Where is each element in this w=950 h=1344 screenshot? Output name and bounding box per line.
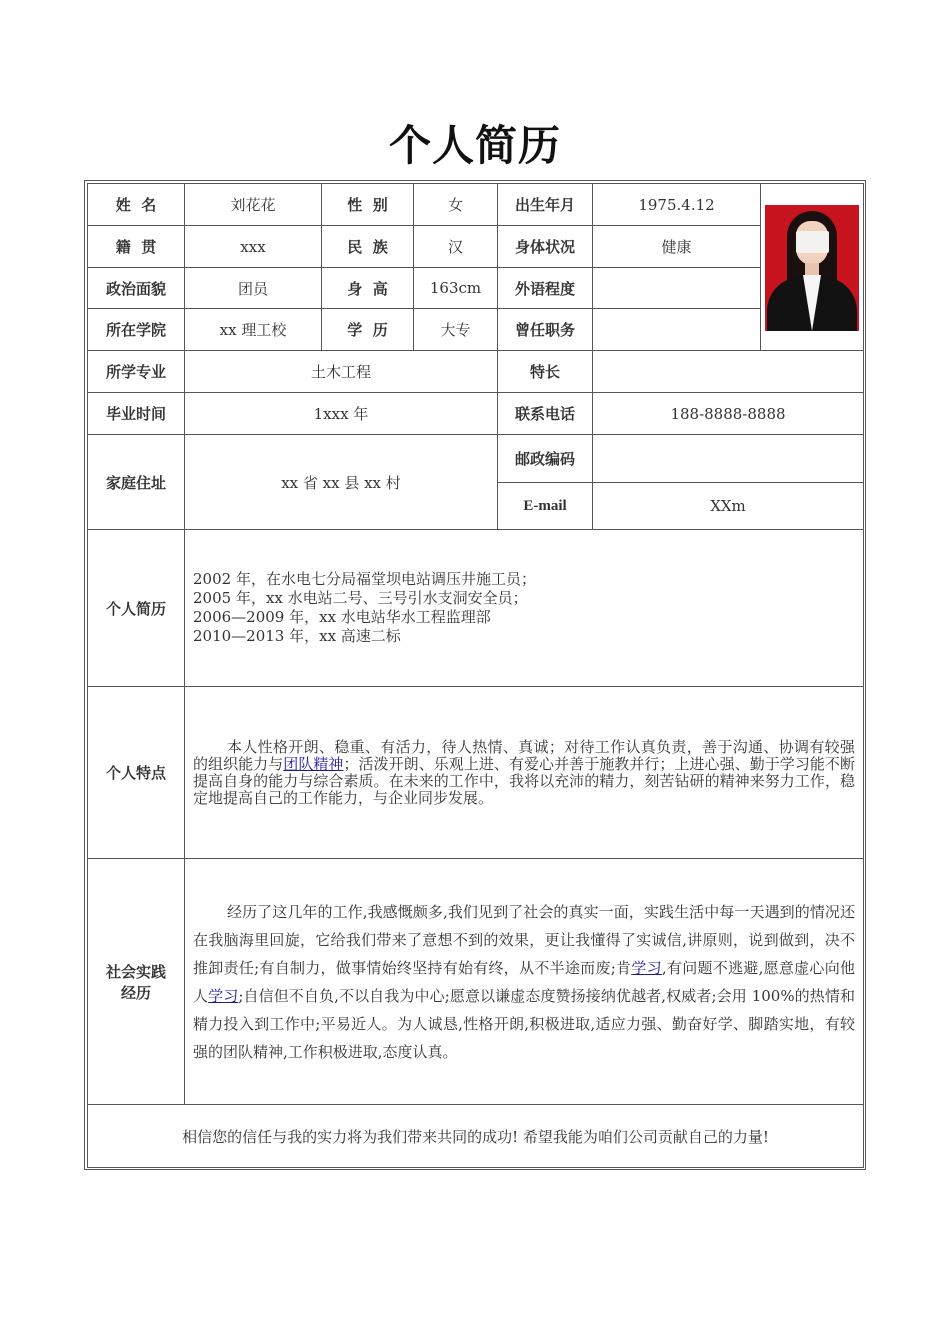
position-value [593,309,761,351]
degree-label: 学 历 [322,309,414,351]
social-text [185,898,863,1066]
specialty-value [593,351,864,393]
grad-label: 毕业时间 [88,393,185,435]
phone-value: 188-8888-8888 [593,393,864,435]
experience-list [185,570,863,646]
experience-line: 2006—2009 年，xx 水电站华水工程监理部 [193,608,491,626]
address-label: 家庭住址 [88,435,185,530]
page-title: 个人简历 [388,121,561,170]
height-label: 身 高 [322,268,414,309]
footer-statement: 相信您的信任与我的实力将为我们带来共同的成功! 希望我能为咱们公司贡献自己的力量! [88,1105,864,1168]
major-label: 所学专业 [88,351,185,393]
resume-table [87,183,864,1168]
postal-label: 邮政编码 [498,435,593,483]
name-value: 刘花花 [185,184,322,226]
social-text-part: 经历了这几年的工作,我感慨颇多,我们见到了社会的真实一面，实践生活中每一天遇到的情况还在我脑海里回旋，它给我们带来了意想不到的效果，更让我懂得了实诚信,讲原则，说到做到，决不推卸责任;有自制力，做事情始终坚持有始有终，从不半途而废;肯 [193,902,855,977]
traits-text-part: 本人性格开朗、稳重、有活力，待人热情、真诚；对待工作认真负责，善于沟通、协调有较强的组织能力与 [193,737,855,773]
experience-label: 个人简历 [88,530,185,687]
birth-value: 1975.4.12 [593,184,761,226]
birth-label: 出生年月 [498,184,593,226]
social-label-line: 经历 [120,983,151,1002]
social-cell [185,859,864,1105]
political-value: 团员 [185,268,322,309]
social-label [88,859,185,1105]
language-value [593,268,761,309]
degree-value: 大专 [414,309,498,351]
social-text-part: ;自信但不自负,不以自我为中心;愿意以谦虚态度赞扬接纳优越者,权威者;会用 100%的热情和精力投入到工作中;平易近人。为人诚恳,性格开朗,积极进取,适应力强、勤奋好学、脚踏实地，有较强的团队精神,工作积极进取,态度认真。 [193,986,855,1061]
social-label-line: 社会实践 [105,962,166,981]
phone-label: 联系电话 [498,393,593,435]
postal-value [593,435,864,483]
college-label: 所在学院 [88,309,185,351]
language-label: 外语程度 [498,268,593,309]
major-value: 土木工程 [185,351,498,393]
gender-label: 性 别 [322,184,414,226]
experience-line: 2005 年，xx 水电站二号、三号引水支洞安全员； [193,589,528,607]
height-value: 163cm [414,268,498,309]
traits-text [185,739,863,807]
native-value: xxx [185,226,322,268]
ethnic-label: 民 族 [322,226,414,268]
address-value: xx 省 xx 县 xx 村 [185,435,498,530]
political-label: 政治面貌 [88,268,185,309]
traits-label: 个人特点 [88,687,185,859]
gender-value: 女 [414,184,498,226]
team-spirit-link[interactable]: 团队精神 [283,754,344,773]
experience-line: 2010—2013 年，xx 高速二标 [193,627,401,645]
experience-cell [185,530,864,687]
study-link[interactable]: 学习 [631,958,662,977]
position-label: 曾任职务 [498,309,593,351]
health-label: 身体状况 [498,226,593,268]
college-value: xx 理工校 [185,309,322,351]
name-label: 姓 名 [88,184,185,226]
social-text-part: ,有问题不逃避,愿意虚心向他人 [193,958,855,1005]
specialty-label: 特长 [498,351,593,393]
email-value: XXm [593,483,864,530]
traits-cell [185,687,864,859]
photo-cell [761,184,864,351]
email-label: E-mail [498,483,593,530]
profile-photo [765,205,859,331]
grad-value: 1xxx 年 [185,393,498,435]
health-value: 健康 [593,226,761,268]
study-link[interactable]: 学习 [208,986,239,1005]
experience-line: 2002 年，在水电七分局福堂坝电站调压井施工员； [193,570,536,588]
native-label: 籍 贯 [88,226,185,268]
ethnic-value: 汉 [414,226,498,268]
traits-text-part: ；活泼开朗、乐观上进、有爱心并善于施教并行；上进心强、勤于学习能不断提高自身的能力与综合素质。在未来的工作中，我将以充沛的精力，刻苦钻研的精神来努力工作，稳定地提高自己的工作能力，与企业同步发展。 [193,754,855,807]
